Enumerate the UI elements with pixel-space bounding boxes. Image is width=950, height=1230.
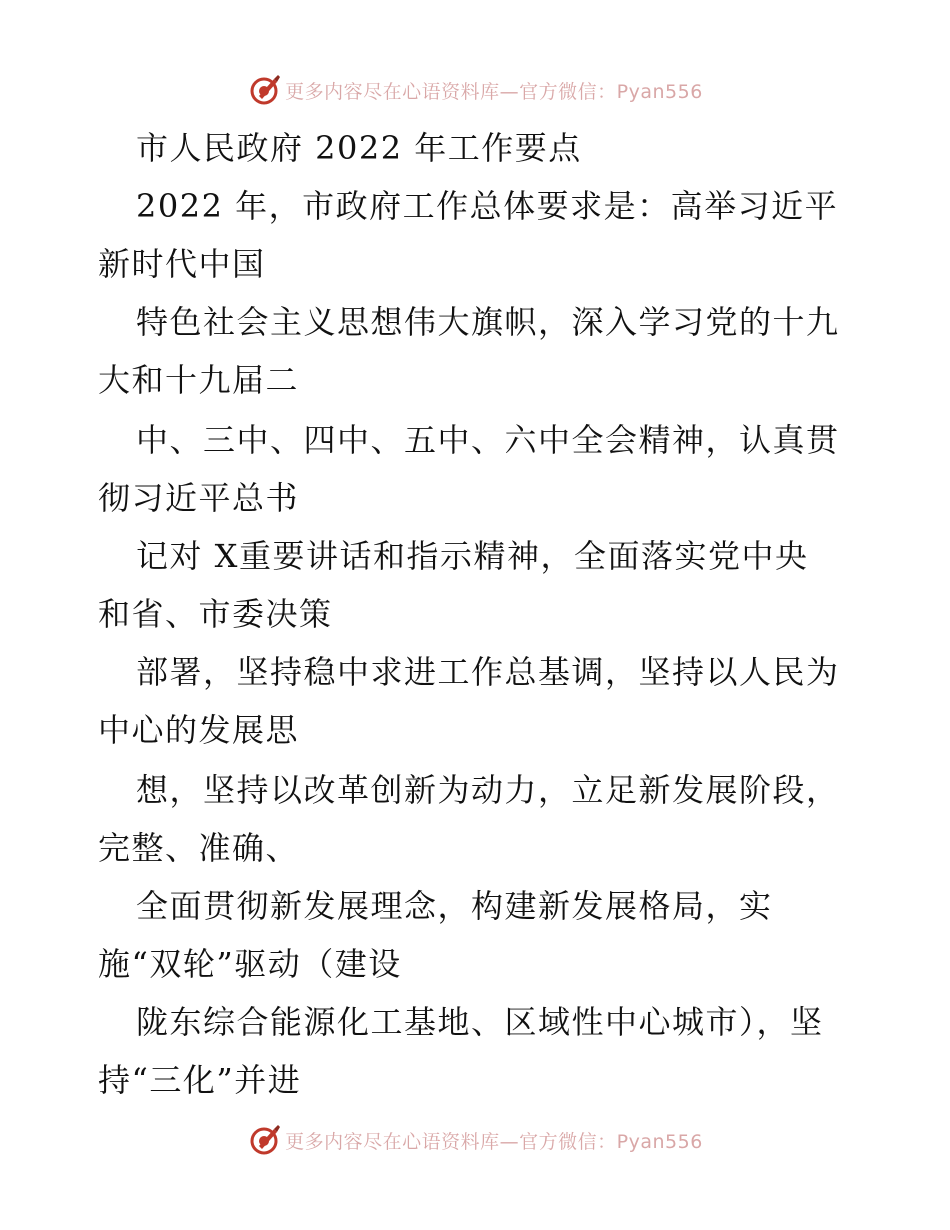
paragraph-line: 大和十九届二 [98, 361, 300, 399]
watermark-footer [0, 1120, 950, 1160]
paragraph-line: 记对 X重要讲话和指示精神，全面落实党中央 [136, 537, 809, 575]
paragraph-line: 想，坚持以改革创新为动力，立足新发展阶段， [136, 771, 840, 809]
watermark-text: 更多内容尽在心语资料库—官方微信：Pyan556 [285, 1130, 703, 1153]
paragraph-line: 2022 年，市政府工作总体要求是：高举习近平 [136, 187, 839, 225]
paragraph-line: 陇东综合能源化工基地、区域性中心城市），坚 [136, 1003, 824, 1041]
paragraph-line: 全面贯彻新发展理念，构建新发展格局，实 [136, 887, 773, 925]
watermark-text: 更多内容尽在心语资料库—官方微信：Pyan556 [285, 80, 703, 103]
paragraph-line: 中心的发展思 [98, 711, 300, 749]
pen-logo-icon [247, 1123, 281, 1157]
paragraph-line: 特色社会主义思想伟大旗帜，深入学习党的十九 [136, 303, 840, 341]
paragraph-line: 部署，坚持稳中求进工作总基调，坚持以人民为 [136, 653, 840, 691]
paragraph-line: 中、三中、四中、五中、六中全会精神，认真贯 [136, 421, 840, 459]
paragraph-line: 完整、准确、 [98, 829, 300, 867]
document-title: 市人民政府 2022 年工作要点 [136, 129, 582, 167]
paragraph-line: 施“双轮”驱动（建设 [98, 945, 402, 983]
paragraph-line: 持“三化”并进 [98, 1061, 302, 1099]
paragraph-line: 和省、市委决策 [98, 595, 333, 633]
paragraph-line: 彻习近平总书 [98, 479, 300, 517]
paragraph-line: 新时代中国 [98, 245, 266, 283]
